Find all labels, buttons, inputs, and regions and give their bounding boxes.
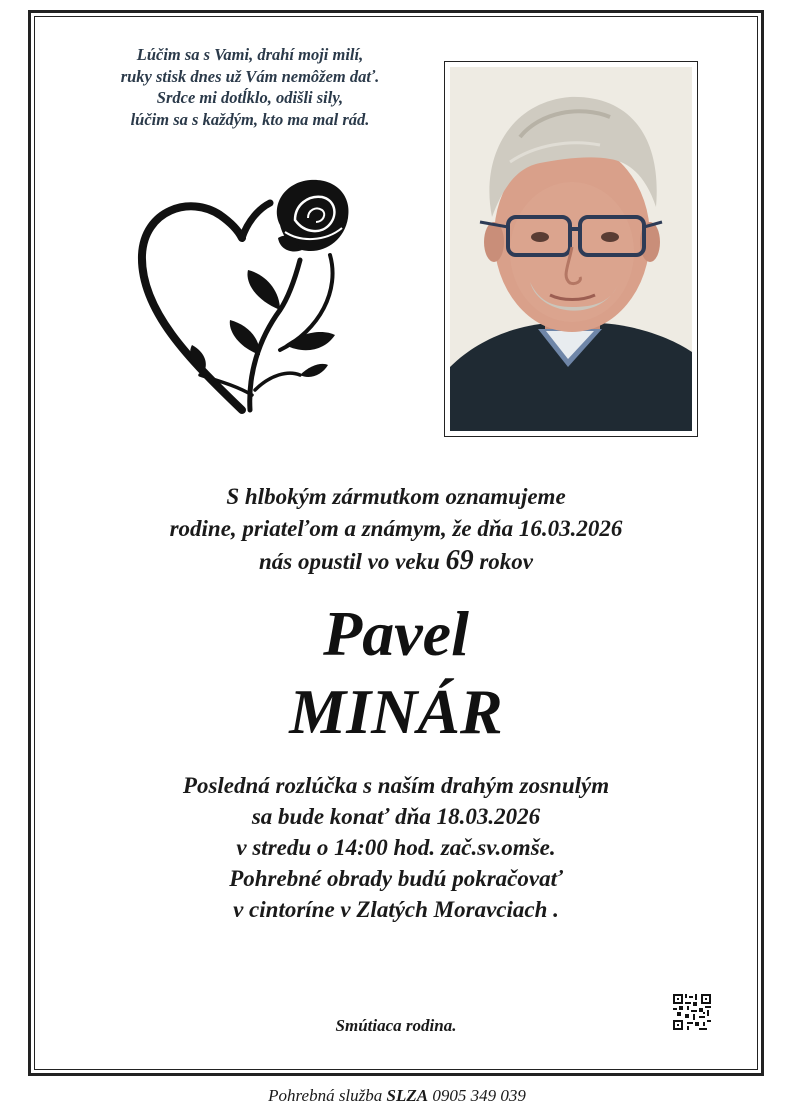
ceremony-line: sa bude konať dňa 18.03.2026	[251, 804, 541, 829]
announcement-line: S hlbokým zármutkom oznamujeme	[226, 484, 566, 509]
heart-rose-icon	[130, 170, 360, 430]
qr-code-icon	[673, 994, 711, 1030]
poem-line: ruky stisk dnes už Vám nemôžem dať.	[120, 66, 380, 86]
funeral-service-footer	[0, 1086, 794, 1106]
footer-phone: 0905 349 039	[432, 1086, 526, 1105]
deceased-first-name: Pavel	[323, 598, 469, 669]
ceremony-details	[60, 770, 732, 925]
poem-line: Lúčim sa s Vami, drahí moji milí,	[136, 45, 364, 64]
poem	[60, 44, 440, 130]
ceremony-line: v stredu o 14:00 hod. zač.sv.omše.	[236, 835, 556, 860]
age-suffix: rokov	[479, 549, 533, 574]
ceremony-line: Posledná rozlúčka s naším drahým zosnulým	[182, 773, 610, 798]
announcement-line: rodine, priateľom a známym, že dňa 16.03.2026	[169, 516, 623, 541]
death-announcement	[60, 481, 732, 578]
poem-line: lúčim sa s každým, kto ma mal rád.	[130, 109, 370, 129]
footer-company: SLZA	[386, 1086, 429, 1105]
footer-prefix: Pohrebná služba	[268, 1086, 383, 1105]
age-value: 69	[445, 545, 474, 576]
portrait-image	[450, 67, 692, 431]
ceremony-line: v cintoríne v Zlatých Moravciach .	[233, 897, 559, 922]
poem-line: Srdce mi dotĺklo, odišli sily,	[156, 88, 344, 107]
ceremony-line: Pohrebné obrady budú pokračovať	[229, 866, 563, 891]
age-prefix: nás opustil vo veku	[259, 549, 440, 574]
family-signoff: Smútiaca rodina.	[335, 1016, 457, 1035]
deceased-last-name: MINÁR	[289, 676, 503, 747]
portrait-photo	[444, 61, 698, 437]
announcement-line-age	[60, 545, 732, 578]
